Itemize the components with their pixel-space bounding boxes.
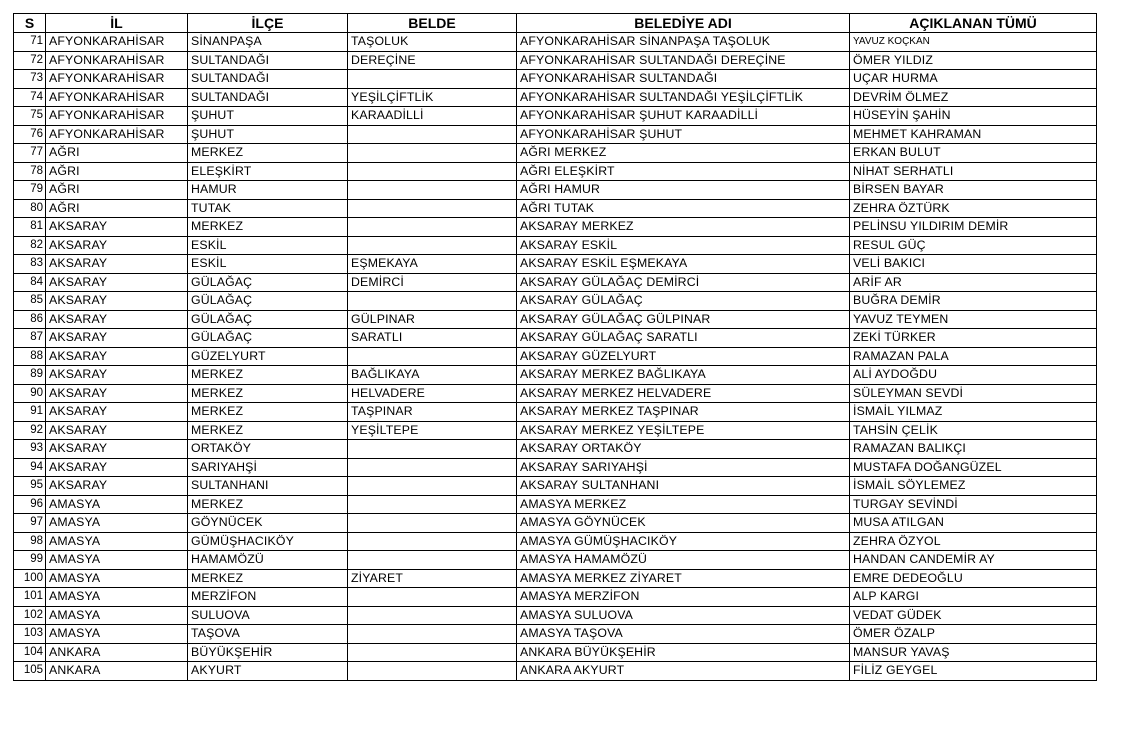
- cell-s: 104: [14, 643, 46, 662]
- cell-aciklanan: RESUL GÜÇ: [850, 236, 1097, 255]
- cell-aciklanan: ZEKİ TÜRKER: [850, 329, 1097, 348]
- cell-belde: TAŞOLUK: [348, 33, 517, 52]
- cell-il: AFYONKARAHİSAR: [46, 88, 188, 107]
- cell-ilce: GÜLAĞAÇ: [188, 310, 348, 329]
- cell-aciklanan: İSMAİL YILMAZ: [850, 403, 1097, 422]
- cell-ilce: SULTANDAĞI: [188, 51, 348, 70]
- cell-aciklanan: MUSA ATILGAN: [850, 514, 1097, 533]
- cell-belde: [348, 588, 517, 607]
- cell-s: 72: [14, 51, 46, 70]
- cell-aciklanan: VELİ BAKICI: [850, 255, 1097, 274]
- table-row: [14, 218, 1097, 237]
- header-il: İL: [46, 14, 188, 33]
- cell-belde: [348, 477, 517, 496]
- cell-belde: [348, 125, 517, 144]
- table-row: [14, 440, 1097, 459]
- cell-s: 93: [14, 440, 46, 459]
- candidate-table: [13, 13, 1097, 681]
- cell-belediye-adi: AKSARAY ESKİL: [517, 236, 850, 255]
- table-row: [14, 125, 1097, 144]
- cell-il: AKSARAY: [46, 292, 188, 311]
- cell-il: AMASYA: [46, 606, 188, 625]
- table-row: [14, 347, 1097, 366]
- cell-il: AKSARAY: [46, 384, 188, 403]
- table-row: [14, 551, 1097, 570]
- cell-il: AKSARAY: [46, 329, 188, 348]
- cell-ilce: ESKİL: [188, 255, 348, 274]
- cell-aciklanan: BUĞRA DEMİR: [850, 292, 1097, 311]
- cell-ilce: MERKEZ: [188, 218, 348, 237]
- cell-il: AKSARAY: [46, 347, 188, 366]
- cell-aciklanan: İSMAİL SÖYLEMEZ: [850, 477, 1097, 496]
- cell-belediye-adi: AFYONKARAHİSAR ŞUHUT: [517, 125, 850, 144]
- cell-belde: [348, 551, 517, 570]
- header-belde: BELDE: [348, 14, 517, 33]
- cell-il: AĞRI: [46, 199, 188, 218]
- cell-aciklanan: ALİ AYDOĞDU: [850, 366, 1097, 385]
- cell-aciklanan: ALP KARGI: [850, 588, 1097, 607]
- cell-belde: SARATLI: [348, 329, 517, 348]
- cell-ilce: MERZİFON: [188, 588, 348, 607]
- cell-il: AKSARAY: [46, 421, 188, 440]
- cell-belediye-adi: AKSARAY MERKEZ YEŞİLTEPE: [517, 421, 850, 440]
- cell-il: AFYONKARAHİSAR: [46, 125, 188, 144]
- cell-il: ANKARA: [46, 643, 188, 662]
- cell-il: AMASYA: [46, 514, 188, 533]
- cell-belde: [348, 347, 517, 366]
- cell-il: AĞRI: [46, 144, 188, 163]
- cell-s: 82: [14, 236, 46, 255]
- cell-il: AMASYA: [46, 495, 188, 514]
- cell-belediye-adi: AKSARAY ORTAKÖY: [517, 440, 850, 459]
- cell-belediye-adi: AMASYA MERKEZ: [517, 495, 850, 514]
- cell-ilce: MERKEZ: [188, 144, 348, 163]
- table-row: [14, 514, 1097, 533]
- cell-belediye-adi: AFYONKARAHİSAR SULTANDAĞI YEŞİLÇİFTLİK: [517, 88, 850, 107]
- cell-il: AKSARAY: [46, 440, 188, 459]
- cell-ilce: SULUOVA: [188, 606, 348, 625]
- cell-belde: [348, 643, 517, 662]
- cell-aciklanan: PELİNSU YILDIRIM DEMİR: [850, 218, 1097, 237]
- cell-belde: DEMİRCİ: [348, 273, 517, 292]
- table-row: [14, 273, 1097, 292]
- cell-aciklanan: DEVRİM ÖLMEZ: [850, 88, 1097, 107]
- table-row: [14, 643, 1097, 662]
- cell-belde: [348, 70, 517, 89]
- table-row: [14, 532, 1097, 551]
- cell-s: 88: [14, 347, 46, 366]
- cell-ilce: GÖYNÜCEK: [188, 514, 348, 533]
- cell-aciklanan: SÜLEYMAN SEVDİ: [850, 384, 1097, 403]
- cell-il: AFYONKARAHİSAR: [46, 107, 188, 126]
- cell-aciklanan: MANSUR YAVAŞ: [850, 643, 1097, 662]
- cell-il: AMASYA: [46, 569, 188, 588]
- cell-belediye-adi: AĞRI HAMUR: [517, 181, 850, 200]
- table-body: [14, 33, 1097, 681]
- cell-ilce: ESKİL: [188, 236, 348, 255]
- cell-belediye-adi: AMASYA MERZİFON: [517, 588, 850, 607]
- cell-belediye-adi: AKSARAY SULTANHANI: [517, 477, 850, 496]
- cell-belde: [348, 181, 517, 200]
- cell-belediye-adi: AMASYA TAŞOVA: [517, 625, 850, 644]
- cell-s: 79: [14, 181, 46, 200]
- cell-s: 74: [14, 88, 46, 107]
- table-row: [14, 477, 1097, 496]
- cell-aciklanan: ARİF AR: [850, 273, 1097, 292]
- cell-belde: GÜLPINAR: [348, 310, 517, 329]
- cell-belediye-adi: AMASYA SULUOVA: [517, 606, 850, 625]
- cell-aciklanan: ZEHRA ÖZTÜRK: [850, 199, 1097, 218]
- cell-s: 98: [14, 532, 46, 551]
- cell-ilce: SULTANHANI: [188, 477, 348, 496]
- cell-s: 78: [14, 162, 46, 181]
- cell-s: 84: [14, 273, 46, 292]
- cell-s: 73: [14, 70, 46, 89]
- cell-il: AKSARAY: [46, 218, 188, 237]
- table-row: [14, 33, 1097, 52]
- cell-il: AĞRI: [46, 181, 188, 200]
- header-ilce: İLÇE: [188, 14, 348, 33]
- cell-ilce: ORTAKÖY: [188, 440, 348, 459]
- table-row: [14, 421, 1097, 440]
- cell-ilce: BÜYÜKŞEHİR: [188, 643, 348, 662]
- cell-s: 77: [14, 144, 46, 163]
- cell-il: AMASYA: [46, 551, 188, 570]
- cell-s: 91: [14, 403, 46, 422]
- table-row: [14, 51, 1097, 70]
- cell-belde: [348, 144, 517, 163]
- cell-aciklanan: TURGAY SEVİNDİ: [850, 495, 1097, 514]
- cell-belde: [348, 199, 517, 218]
- cell-aciklanan: VEDAT GÜDEK: [850, 606, 1097, 625]
- header-row: [14, 14, 1097, 33]
- cell-aciklanan: HÜSEYİN ŞAHİN: [850, 107, 1097, 126]
- cell-ilce: GÜLAĞAÇ: [188, 273, 348, 292]
- cell-belde: [348, 514, 517, 533]
- cell-ilce: GÜMÜŞHACIKÖY: [188, 532, 348, 551]
- cell-aciklanan: ÖMER ÖZALP: [850, 625, 1097, 644]
- cell-belde: ZİYARET: [348, 569, 517, 588]
- cell-ilce: ELEŞKİRT: [188, 162, 348, 181]
- cell-belde: [348, 662, 517, 681]
- table-row: [14, 403, 1097, 422]
- cell-belde: [348, 458, 517, 477]
- cell-ilce: GÜLAĞAÇ: [188, 329, 348, 348]
- cell-belediye-adi: AKSARAY GÜZELYURT: [517, 347, 850, 366]
- cell-belediye-adi: AĞRI TUTAK: [517, 199, 850, 218]
- cell-s: 92: [14, 421, 46, 440]
- cell-belediye-adi: AKSARAY MERKEZ BAĞLIKAYA: [517, 366, 850, 385]
- cell-belediye-adi: AKSARAY ESKİL EŞMEKAYA: [517, 255, 850, 274]
- cell-s: 103: [14, 625, 46, 644]
- cell-ilce: TAŞOVA: [188, 625, 348, 644]
- table-row: [14, 181, 1097, 200]
- cell-belde: BAĞLIKAYA: [348, 366, 517, 385]
- cell-s: 97: [14, 514, 46, 533]
- table-row: [14, 292, 1097, 311]
- cell-belde: [348, 532, 517, 551]
- cell-s: 94: [14, 458, 46, 477]
- cell-belediye-adi: AFYONKARAHİSAR SİNANPAŞA TAŞOLUK: [517, 33, 850, 52]
- cell-aciklanan: HANDAN CANDEMİR AY: [850, 551, 1097, 570]
- cell-aciklanan: BİRSEN BAYAR: [850, 181, 1097, 200]
- table-row: [14, 569, 1097, 588]
- cell-aciklanan: NİHAT SERHATLI: [850, 162, 1097, 181]
- cell-belediye-adi: AKSARAY MERKEZ TAŞPINAR: [517, 403, 850, 422]
- cell-belediye-adi: AMASYA GÜMÜŞHACIKÖY: [517, 532, 850, 551]
- cell-il: AFYONKARAHİSAR: [46, 51, 188, 70]
- cell-s: 102: [14, 606, 46, 625]
- cell-aciklanan: RAMAZAN PALA: [850, 347, 1097, 366]
- cell-aciklanan: YAVUZ KOÇKAN: [850, 33, 1097, 52]
- cell-ilce: MERKEZ: [188, 366, 348, 385]
- cell-aciklanan: MEHMET KAHRAMAN: [850, 125, 1097, 144]
- cell-belde: [348, 625, 517, 644]
- cell-belde: [348, 440, 517, 459]
- cell-belde: [348, 236, 517, 255]
- cell-s: 81: [14, 218, 46, 237]
- cell-belediye-adi: AKSARAY GÜLAĞAÇ GÜLPINAR: [517, 310, 850, 329]
- table-row: [14, 458, 1097, 477]
- cell-il: AFYONKARAHİSAR: [46, 70, 188, 89]
- cell-aciklanan: YAVUZ TEYMEN: [850, 310, 1097, 329]
- cell-belde: [348, 218, 517, 237]
- cell-belde: YEŞİLÇİFTLİK: [348, 88, 517, 107]
- table-row: [14, 199, 1097, 218]
- cell-belediye-adi: AMASYA HAMAMÖZÜ: [517, 551, 850, 570]
- cell-s: 90: [14, 384, 46, 403]
- cell-s: 101: [14, 588, 46, 607]
- cell-belde: [348, 162, 517, 181]
- table-row: [14, 162, 1097, 181]
- table-row: [14, 144, 1097, 163]
- table-row: [14, 88, 1097, 107]
- table-row: [14, 384, 1097, 403]
- table-row: [14, 495, 1097, 514]
- cell-belediye-adi: AFYONKARAHİSAR SULTANDAĞI DEREÇİNE: [517, 51, 850, 70]
- table-row: [14, 107, 1097, 126]
- cell-ilce: MERKEZ: [188, 569, 348, 588]
- cell-belde: DEREÇİNE: [348, 51, 517, 70]
- cell-il: AĞRI: [46, 162, 188, 181]
- cell-belde: YEŞİLTEPE: [348, 421, 517, 440]
- cell-il: AKSARAY: [46, 366, 188, 385]
- table-row: [14, 236, 1097, 255]
- table-row: [14, 606, 1097, 625]
- cell-il: AFYONKARAHİSAR: [46, 33, 188, 52]
- cell-belediye-adi: AMASYA MERKEZ ZİYARET: [517, 569, 850, 588]
- cell-s: 76: [14, 125, 46, 144]
- cell-s: 80: [14, 199, 46, 218]
- cell-il: AKSARAY: [46, 477, 188, 496]
- cell-s: 87: [14, 329, 46, 348]
- cell-ilce: SARIYAHŞİ: [188, 458, 348, 477]
- cell-s: 83: [14, 255, 46, 274]
- cell-belediye-adi: AKSARAY SARIYAHŞİ: [517, 458, 850, 477]
- cell-belediye-adi: ANKARA AKYURT: [517, 662, 850, 681]
- cell-ilce: SULTANDAĞI: [188, 88, 348, 107]
- cell-aciklanan: EMRE DEDEOĞLU: [850, 569, 1097, 588]
- cell-s: 86: [14, 310, 46, 329]
- header-aciklanan: AÇIKLANAN TÜMÜ: [850, 14, 1097, 33]
- cell-s: 96: [14, 495, 46, 514]
- cell-ilce: ŞUHUT: [188, 107, 348, 126]
- table-row: [14, 366, 1097, 385]
- cell-s: 95: [14, 477, 46, 496]
- cell-il: AMASYA: [46, 625, 188, 644]
- cell-il: AKSARAY: [46, 403, 188, 422]
- cell-il: AKSARAY: [46, 255, 188, 274]
- cell-ilce: MERKEZ: [188, 384, 348, 403]
- cell-ilce: SİNANPAŞA: [188, 33, 348, 52]
- cell-s: 99: [14, 551, 46, 570]
- cell-ilce: MERKEZ: [188, 421, 348, 440]
- cell-ilce: MERKEZ: [188, 495, 348, 514]
- cell-aciklanan: UÇAR HURMA: [850, 70, 1097, 89]
- cell-il: AKSARAY: [46, 273, 188, 292]
- cell-belediye-adi: AĞRI MERKEZ: [517, 144, 850, 163]
- table-header: [14, 14, 1097, 33]
- cell-belediye-adi: AKSARAY GÜLAĞAÇ: [517, 292, 850, 311]
- table-row: [14, 329, 1097, 348]
- cell-s: 71: [14, 33, 46, 52]
- cell-ilce: MERKEZ: [188, 403, 348, 422]
- cell-belediye-adi: ANKARA BÜYÜKŞEHİR: [517, 643, 850, 662]
- cell-belediye-adi: AKSARAY MERKEZ HELVADERE: [517, 384, 850, 403]
- cell-aciklanan: ÖMER YILDIZ: [850, 51, 1097, 70]
- cell-belde: [348, 606, 517, 625]
- cell-il: AMASYA: [46, 588, 188, 607]
- cell-belediye-adi: AĞRI ELEŞKİRT: [517, 162, 850, 181]
- cell-ilce: GÜLAĞAÇ: [188, 292, 348, 311]
- cell-il: ANKARA: [46, 662, 188, 681]
- cell-s: 89: [14, 366, 46, 385]
- cell-ilce: HAMAMÖZÜ: [188, 551, 348, 570]
- cell-aciklanan: RAMAZAN BALIKÇI: [850, 440, 1097, 459]
- cell-ilce: SULTANDAĞI: [188, 70, 348, 89]
- table-row: [14, 310, 1097, 329]
- cell-ilce: HAMUR: [188, 181, 348, 200]
- cell-aciklanan: FİLİZ GEYGEL: [850, 662, 1097, 681]
- table-row: [14, 625, 1097, 644]
- cell-ilce: AKYURT: [188, 662, 348, 681]
- cell-belde: [348, 292, 517, 311]
- cell-il: AKSARAY: [46, 310, 188, 329]
- cell-il: AKSARAY: [46, 458, 188, 477]
- cell-belde: [348, 495, 517, 514]
- table-row: [14, 588, 1097, 607]
- cell-belde: EŞMEKAYA: [348, 255, 517, 274]
- cell-aciklanan: MUSTAFA DOĞANGÜZEL: [850, 458, 1097, 477]
- cell-ilce: TUTAK: [188, 199, 348, 218]
- cell-il: AMASYA: [46, 532, 188, 551]
- cell-ilce: GÜZELYURT: [188, 347, 348, 366]
- cell-aciklanan: TAHSİN ÇELİK: [850, 421, 1097, 440]
- cell-aciklanan: ERKAN BULUT: [850, 144, 1097, 163]
- cell-belediye-adi: AMASYA GÖYNÜCEK: [517, 514, 850, 533]
- cell-belde: TAŞPINAR: [348, 403, 517, 422]
- cell-belediye-adi: AKSARAY GÜLAĞAÇ SARATLI: [517, 329, 850, 348]
- cell-s: 75: [14, 107, 46, 126]
- cell-belediye-adi: AFYONKARAHİSAR ŞUHUT KARAADİLLİ: [517, 107, 850, 126]
- cell-s: 100: [14, 569, 46, 588]
- table-row: [14, 70, 1097, 89]
- cell-belediye-adi: AKSARAY GÜLAĞAÇ DEMİRCİ: [517, 273, 850, 292]
- table-row: [14, 662, 1097, 681]
- cell-aciklanan: ZEHRA ÖZYOL: [850, 532, 1097, 551]
- header-belediye-adi: BELEDİYE ADI: [517, 14, 850, 33]
- cell-il: AKSARAY: [46, 236, 188, 255]
- cell-ilce: ŞUHUT: [188, 125, 348, 144]
- cell-belediye-adi: AKSARAY MERKEZ: [517, 218, 850, 237]
- cell-belediye-adi: AFYONKARAHİSAR SULTANDAĞI: [517, 70, 850, 89]
- cell-belde: KARAADİLLİ: [348, 107, 517, 126]
- table-row: [14, 255, 1097, 274]
- cell-belde: HELVADERE: [348, 384, 517, 403]
- header-s: S: [14, 14, 46, 33]
- cell-s: 105: [14, 662, 46, 681]
- cell-s: 85: [14, 292, 46, 311]
